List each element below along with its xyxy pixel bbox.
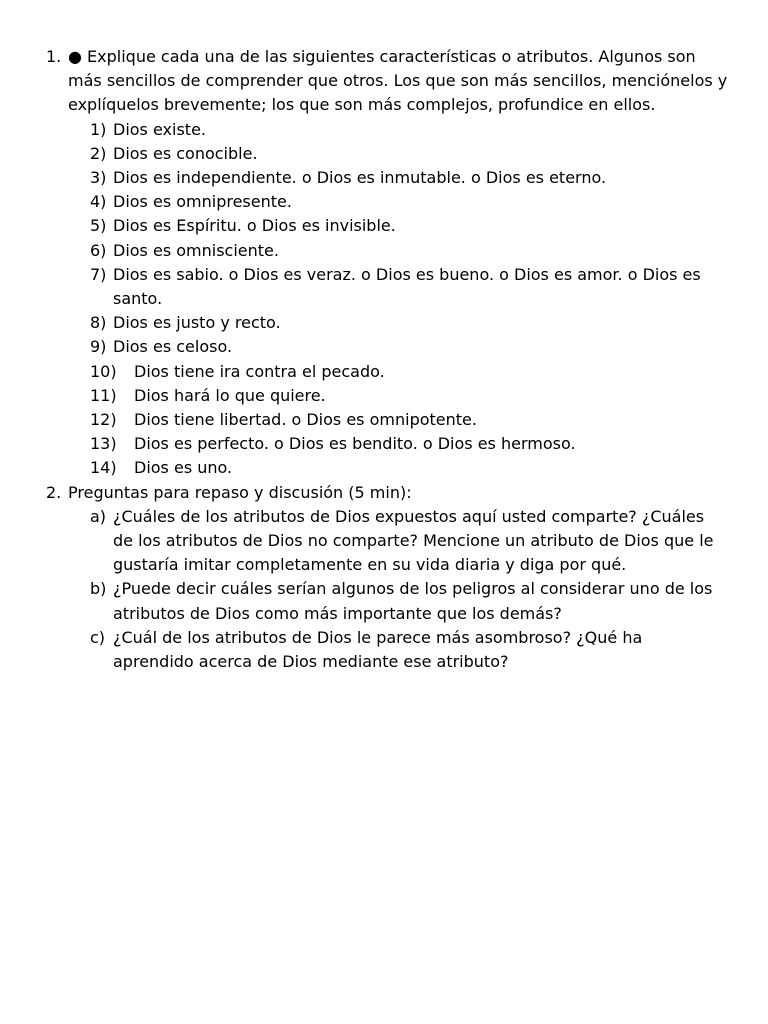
sublist-item-text: Dios es uno.: [134, 458, 233, 478]
sublist-item-number: 14): [90, 458, 117, 478]
sublist-item-number: 7): [90, 264, 107, 284]
sublist-item-text: ¿Puede decir cuáles serían algunos de los peligros al considerar uno de los atributos de Dios como más importante que los demás?: [113, 579, 713, 623]
attributes-list: [0, 118, 768, 481]
sublist-item-number: 1): [90, 119, 107, 139]
sublist-item: [0, 360, 768, 384]
sublist-item-number: 2): [90, 143, 107, 163]
sublist-item-number: 6): [90, 240, 107, 260]
list-item-number: 1.: [46, 47, 62, 66]
sublist-item-number: b): [90, 579, 107, 599]
sublist-item-number: 5): [90, 216, 107, 236]
sublist-item: [0, 118, 768, 142]
sublist-item: [0, 384, 768, 408]
questions-list: [0, 505, 768, 674]
sublist-item-text: Dios es independiente. o Dios es inmutable. o Dios es eterno.: [113, 168, 607, 188]
sublist-item: [0, 626, 768, 674]
sublist-item: [0, 456, 768, 480]
sublist-item-number: c): [90, 627, 106, 647]
sublist-item-number: 3): [90, 168, 107, 188]
document-page: [0, 45, 768, 674]
sublist-item-text: Dios existe.: [113, 119, 206, 139]
sublist-item: [0, 166, 768, 190]
sublist-item: [0, 190, 768, 214]
sublist-item-number: a): [90, 506, 107, 526]
sublist-item-text: Dios tiene libertad. o Dios es omnipotente.: [134, 410, 477, 430]
sublist-item-number: 12): [90, 410, 117, 430]
sublist-item: [0, 239, 768, 263]
sublist-item-text: ¿Cuáles de los atributos de Dios expuestos aquí usted comparte? ¿Cuáles de los atributos de Dios no comparte? Mencione un atributo de Dios que le gustaría imitar completamente en su vida diaria y diga por qué.: [113, 506, 714, 575]
sublist-item-number: 8): [90, 313, 107, 333]
sublist-item-text: Dios es sabio. o Dios es veraz. o Dios es bueno. o Dios es amor. o Dios es santo.: [113, 264, 701, 309]
sublist-item-text: Dios es perfecto. o Dios es bendito. o Dios es hermoso.: [134, 434, 576, 454]
list-item-text: Preguntas para repaso y discusión (5 min):: [68, 482, 412, 502]
sublist-item-text: Dios hará lo que quiere.: [134, 385, 326, 405]
sublist-item-text: Dios es omnipresente.: [113, 192, 292, 212]
list-item-number: 2.: [46, 482, 62, 502]
sublist-item: [0, 408, 768, 432]
list-item-2: [0, 481, 768, 505]
sublist-item: [0, 263, 768, 311]
sublist-item-number: 11): [90, 385, 117, 405]
sublist-item-text: Dios tiene ira contra el pecado.: [134, 361, 385, 381]
sublist-item-text: Dios es conocible.: [113, 143, 258, 163]
sublist-item: [0, 335, 768, 359]
sublist-item-text: Dios es omnisciente.: [113, 240, 279, 260]
list-item-text: ● Explique cada una de las siguientes características o atributos. Algunos son más sencillos de comprender que otros. Los que son más sencillos, menciónelos y explíquelos brevemente; los que son más complejos, profundice en ellos.: [68, 47, 728, 115]
sublist-item-number: 4): [90, 192, 107, 212]
sublist-item-text: ¿Cuál de los atributos de Dios le parece más asombroso? ¿Qué ha aprendido acerca de Dios mediante ese atributo?: [113, 627, 643, 672]
list-item-1: [0, 45, 768, 118]
sublist-item: [0, 311, 768, 335]
sublist-item-number: 9): [90, 337, 107, 357]
sublist-item-text: Dios es Espíritu. o Dios es invisible.: [113, 216, 396, 236]
sublist-item: [0, 577, 768, 625]
sublist-item: [0, 142, 768, 166]
sublist-item-text: Dios es celoso.: [113, 337, 233, 357]
sublist-item: [0, 214, 768, 238]
sublist-item: [0, 432, 768, 456]
sublist-item: [0, 505, 768, 578]
sublist-item-number: 13): [90, 434, 117, 454]
sublist-item-text: Dios es justo y recto.: [113, 313, 281, 333]
sublist-item-number: 10): [90, 361, 117, 381]
